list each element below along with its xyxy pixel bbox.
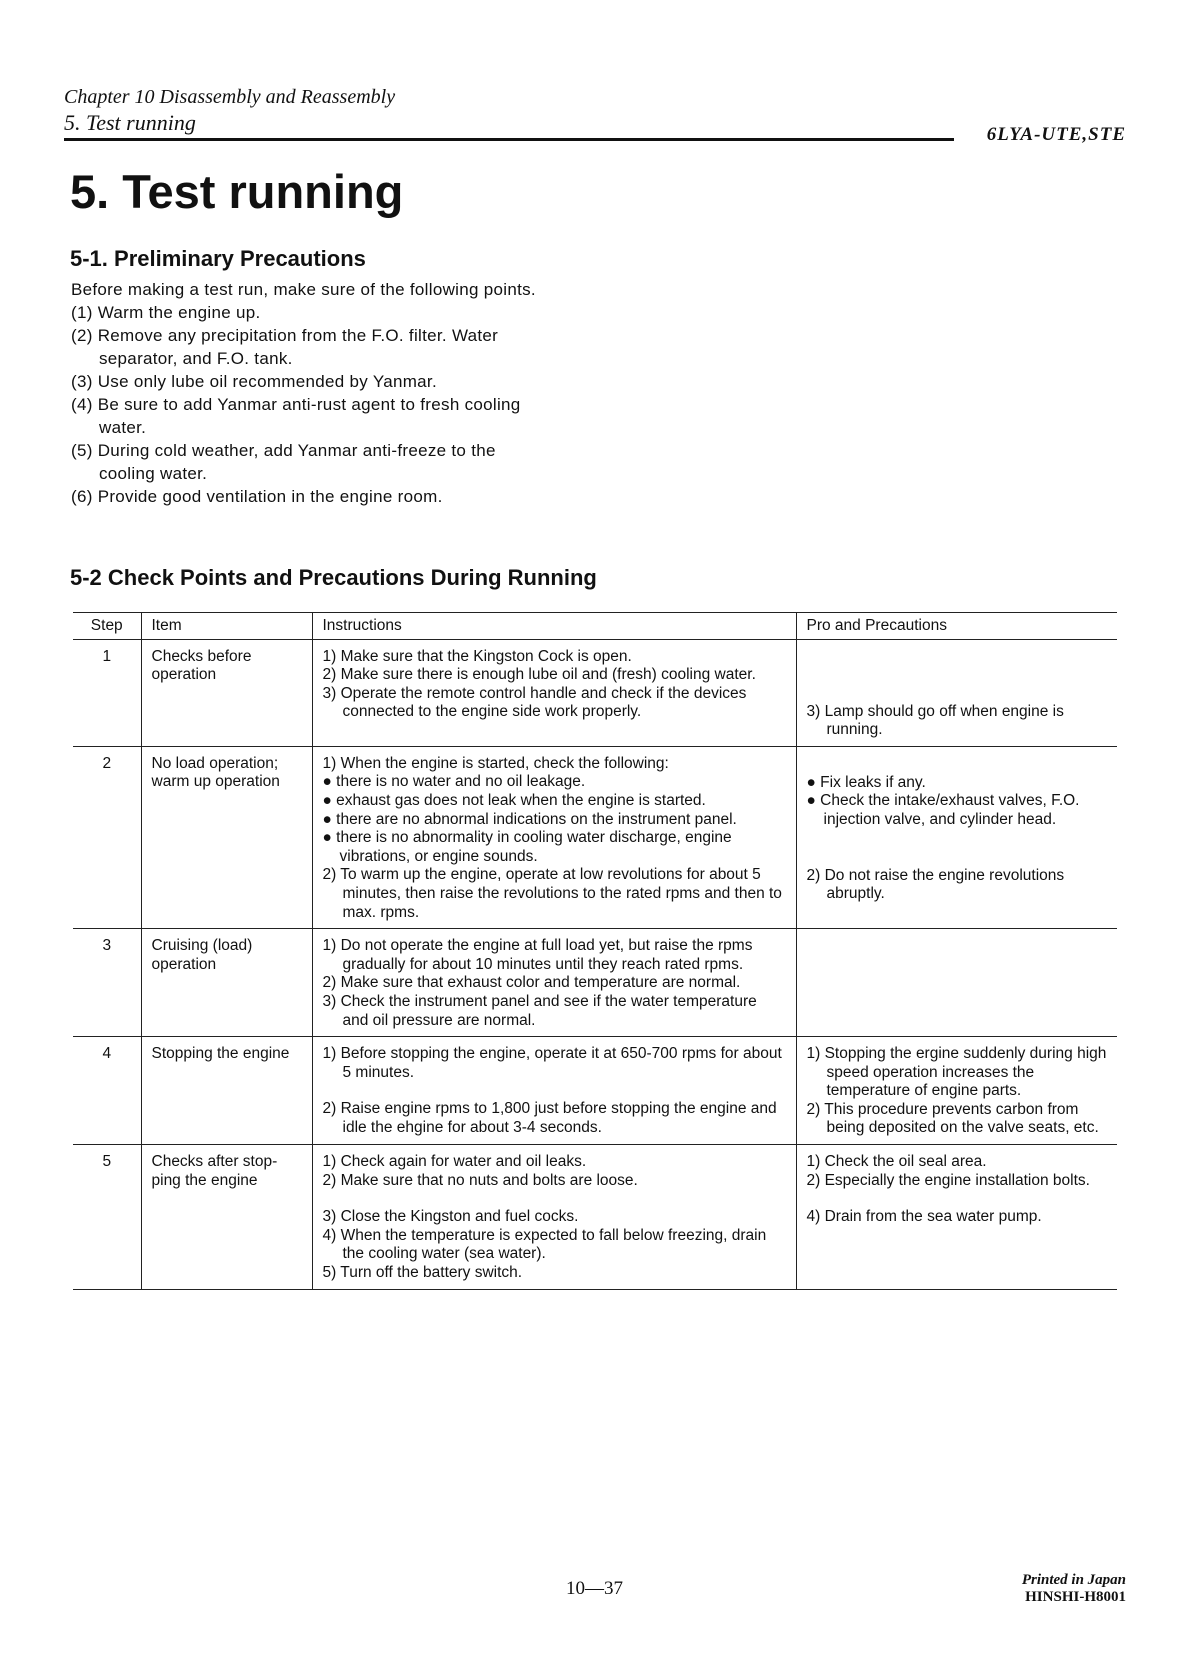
- step-cell: 2: [73, 746, 141, 928]
- instruction-line: 1) Do not operate the engine at full load yet, but raise the rpms gradually for about 10 minutes until they reach rated rpms.: [322, 937, 753, 973]
- page-number: 10—37: [566, 1578, 623, 1599]
- precaution-bullet: ● Fix leaks if any.: [806, 773, 926, 791]
- precautions-cell: [796, 639, 1117, 746]
- instruction-line: 2) To warm up the engine, operate at low revolutions for about 5 minutes, then raise the revolutions to the rated rpms and then to max. rpms.: [322, 866, 782, 921]
- instruction-line: 1) Make sure that the Kingston Cock is open.: [322, 647, 632, 665]
- instruction-line: 2) Make sure that exhaust color and temperature are normal.: [322, 974, 741, 992]
- instruction-line: 4) When the temperature is expected to fall below freezing, drain the cooling water (sea water).: [322, 1226, 767, 1263]
- preliminary-item: (1) Warm the engine up.: [71, 303, 261, 322]
- model-label: 6LYA-UTE,STE: [986, 124, 1126, 145]
- preliminary-item: (6) Provide good ventilation in the engine room.: [71, 487, 443, 506]
- precaution-line: 2) Especially the engine installation bolts.: [806, 1171, 1090, 1189]
- table-row: [73, 1145, 1117, 1290]
- table-row: [73, 1037, 1117, 1145]
- instruction-line: 3) Check the instrument panel and see if the water temperature and oil pressure are normal.: [322, 992, 757, 1029]
- check-points-table: [73, 612, 1117, 1290]
- precautions-cell: [796, 929, 1117, 1037]
- item-cell: No load operation; warm up operation: [141, 746, 312, 928]
- instruction-line: 2) Make sure there is enough lube oil and (fresh) cooling water.: [322, 666, 756, 684]
- preliminary-section: [71, 278, 556, 508]
- precaution-line: 2) This procedure prevents carbon from being deposited on the valve seats, etc.: [806, 1100, 1099, 1137]
- preliminary-item: (3) Use only lube oil recommended by Yanmar.: [71, 372, 437, 391]
- precaution-line: 3) Lamp should go off when engine is running.: [806, 702, 1064, 739]
- item-cell: Checks after stop-ping the engine: [141, 1145, 312, 1290]
- instructions-cell: [312, 639, 796, 746]
- instruction-line: 3) Operate the remote control handle and check if the devices connected to the engine side work properly.: [322, 684, 747, 721]
- precaution-line: 1) Stopping the ergine suddenly during high speed operation increases the temperature of engine parts.: [806, 1045, 1107, 1100]
- printed-in-label: Printed in Japan: [1021, 1572, 1126, 1588]
- instructions-cell: [312, 746, 796, 928]
- chapter-header: Chapter 10 Disassembly and Reassembly: [64, 86, 396, 108]
- preliminary-heading: 5-1. Preliminary Precautions: [70, 246, 366, 271]
- instructions-cell: [312, 1145, 796, 1290]
- instruction-bullet: ● there is no water and no oil leakage.: [322, 773, 586, 791]
- instruction-bullet: ● exhaust gas does not leak when the engine is started.: [322, 791, 706, 809]
- print-info: [1022, 1572, 1126, 1606]
- col-header-instructions: Instructions: [312, 613, 796, 640]
- step-cell: 5: [73, 1145, 141, 1290]
- table-row: [73, 639, 1117, 746]
- step-cell: 3: [73, 929, 141, 1037]
- checks-heading: 5-2 Check Points and Precautions During Running: [70, 565, 597, 590]
- instruction-line: 1) When the engine is started, check the following:: [322, 754, 669, 772]
- header-rule: [64, 138, 954, 141]
- precautions-cell: [796, 746, 1117, 928]
- preliminary-item: (2) Remove any precipitation from the F.O. filter. Water separator, and F.O. tank.: [71, 326, 499, 368]
- col-header-item: Item: [141, 613, 312, 640]
- document-code: HINSHI-H8001: [1025, 1589, 1126, 1605]
- table-header-row: [73, 613, 1117, 640]
- instruction-bullet: ● there are no abnormal indications on the instrument panel.: [322, 810, 737, 828]
- instruction-line: 1) Before stopping the engine, operate it at 650-700 rpms for about 5 minutes.: [322, 1045, 782, 1081]
- step-cell: 4: [73, 1037, 141, 1145]
- preliminary-item: (4) Be sure to add Yanmar anti-rust agent to fresh cooling water.: [71, 395, 521, 437]
- precaution-line: 2) Do not raise the engine revolutions abruptly.: [806, 866, 1065, 903]
- instruction-line: 3) Close the Kingston and fuel cocks.: [322, 1208, 579, 1226]
- precaution-line: 4) Drain from the sea water pump.: [806, 1208, 1042, 1226]
- precaution-line: 1) Check the oil seal area.: [806, 1153, 987, 1171]
- instruction-line: 1) Check again for water and oil leaks.: [322, 1153, 587, 1171]
- item-cell: Cruising (load) operation: [141, 929, 312, 1037]
- table-row: [73, 929, 1117, 1037]
- instruction-bullet: ● there is no abnormality in cooling water discharge, engine vibrations, or engine sounds.: [322, 829, 732, 865]
- item-cell: Checks before operation: [141, 639, 312, 746]
- preliminary-item: (5) During cold weather, add Yanmar anti-freeze to the cooling water.: [71, 441, 496, 483]
- col-header-precautions: Pro and Precautions: [796, 613, 1117, 640]
- instruction-line: 2) Make sure that no nuts and bolts are loose.: [322, 1171, 638, 1189]
- page-title: 5. Test running: [70, 165, 404, 218]
- col-header-step: Step: [73, 613, 141, 640]
- instruction-line: 5) Turn off the battery switch.: [322, 1264, 523, 1282]
- item-cell: Stopping the engine: [141, 1037, 312, 1145]
- section-header: 5. Test running: [64, 110, 196, 135]
- step-cell: 1: [73, 639, 141, 746]
- precaution-bullet: ● Check the intake/exhaust valves, F.O. injection valve, and cylinder head.: [806, 792, 1080, 828]
- preliminary-intro: Before making a test run, make sure of the following points.: [71, 280, 536, 299]
- preliminary-list: [71, 301, 556, 508]
- instructions-cell: [312, 929, 796, 1037]
- precautions-cell: [796, 1037, 1117, 1145]
- precautions-cell: [796, 1145, 1117, 1290]
- table-row: [73, 746, 1117, 928]
- instruction-line: 2) Raise engine rpms to 1,800 just before stopping the engine and idle the ehgine for about 3-4 seconds.: [322, 1100, 777, 1136]
- instructions-cell: [312, 1037, 796, 1145]
